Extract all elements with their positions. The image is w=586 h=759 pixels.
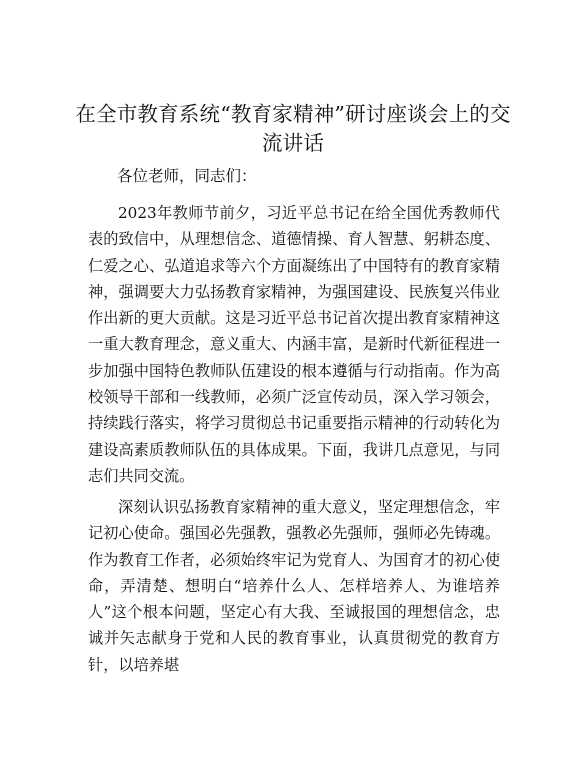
body-paragraph-2: 深刻认识弘扬教育家精神的重大意义，坚定理想信念，牢记初心使命。强国必先强教，强教必先强师，强师必先铸魂。作为教育工作者，必须始终牢记为党育人、为国育才的初心使命，弄清楚、想明白“培养什么人、怎样培养人、为谁培养人”这个根本问题，坚定心有大我、至诚报国的理想信念，忠诚并矢志献身于党和人民的教育事业，认真贯彻党的教育方针，以培养堪 [88,498,500,674]
document-title: 在全市教育系统“教育家精神”研讨座谈会上的交流讲话 [75,102,511,155]
body-paragraph-1: 2023年教师节前夕，习近平总书记在给全国优秀教师代表的致信中，从理想信念、道德情操、育人智慧、躬耕态度、仁爱之心、弘道追求等六个方面凝练出了中国特有的教育家精神，强调要大力弘扬教育家精神，为强国建设、民族复兴伟业作出新的更大贡献。这是习近平总书记首次提出教育家精神这一重大教育理念，意义重大、内涵丰富，是新时代新征程进一步加强中国特色教师队伍建设的根本遵循与行动指南。作为高校领导干部和一线教师，必须广泛宣传动员，深入学习领会，持续践行落实，将学习贯彻总书记重要指示精神的行动转化为建设高素质教师队伍的具体成果。下面，我讲几点意见，与同志们共同交流。 [88,204,500,485]
salutation: 各位老师，同志们： [117,167,257,185]
